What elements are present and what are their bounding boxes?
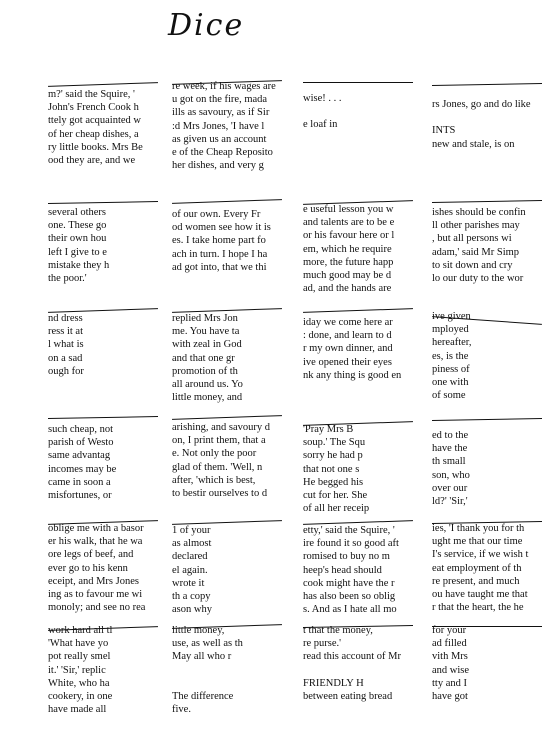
fragment-text bbox=[48, 88, 158, 167]
fragment-line: to bestir ourselves to d bbox=[172, 487, 268, 499]
fragment-line: after, 'which is best, bbox=[172, 474, 256, 486]
fragment-r3c1 bbox=[172, 415, 282, 515]
fragment-line: heep's head should bbox=[303, 564, 382, 576]
fragment-line: adam,' said Mr Simp bbox=[432, 246, 520, 258]
fragment-line bbox=[172, 677, 282, 690]
fragment-line: have the bbox=[432, 443, 468, 455]
fragment-line: of all her receip bbox=[303, 503, 370, 515]
fragment-line: em, which he require bbox=[303, 243, 392, 255]
fragment-line: declared bbox=[172, 551, 208, 563]
fragment-line: and talents are to be e bbox=[303, 217, 395, 229]
fragment-line: lo our duty to the wor bbox=[432, 272, 524, 284]
fragment-line: mistake they h bbox=[48, 259, 110, 271]
fragment-line: ive given bbox=[432, 311, 471, 322]
fragment-line: glad of them. 'Well, n bbox=[172, 461, 263, 473]
fragment-line: several others bbox=[48, 207, 107, 218]
fragment-line: have got bbox=[432, 690, 468, 702]
fragment-line: use, as well as th bbox=[172, 638, 243, 650]
fragment-r4c1 bbox=[172, 520, 282, 620]
fragment-line: hereafter, bbox=[432, 337, 472, 349]
fragment-line: ld?' 'Sir,' bbox=[432, 495, 468, 507]
fragment-line: od women see how it is bbox=[172, 222, 271, 234]
fragment-r4c2 bbox=[303, 520, 413, 620]
fragment-line: read this account of Mr bbox=[303, 651, 401, 663]
fragment-line: ive opened their eyes bbox=[303, 356, 392, 368]
fragment-line: piness of bbox=[432, 363, 470, 375]
fragment-line: wise! . . . bbox=[303, 93, 342, 104]
fragment-r1c3 bbox=[432, 198, 542, 293]
fragment-line: with zeal in God bbox=[172, 339, 242, 351]
fragment-line: such cheap, not bbox=[48, 424, 114, 435]
fragment-line: u got on the fire, mada bbox=[172, 94, 268, 106]
fragment-text bbox=[303, 423, 413, 515]
fragment-line: ou have taught me that bbox=[432, 588, 528, 600]
fragment-line: ason why bbox=[172, 604, 212, 616]
fragment-r3c3 bbox=[432, 415, 542, 515]
fragment-line: one. These go bbox=[48, 220, 107, 232]
fragment-line: that not one s bbox=[303, 463, 360, 475]
fragment-line: on, I print them, that a bbox=[172, 435, 266, 447]
fragment-line: ire found it so good aft bbox=[303, 538, 399, 550]
fragment-line: ttely got acquainted w bbox=[48, 115, 142, 127]
fragment-line: eat employment of th bbox=[432, 562, 522, 574]
fragment-text bbox=[48, 206, 158, 285]
fragment-line: of her cheap dishes, a bbox=[48, 128, 139, 140]
fragment-line: ress it at bbox=[48, 326, 83, 338]
fragment-line: re present, and much bbox=[432, 575, 520, 587]
fragment-r1c1 bbox=[172, 198, 282, 293]
fragment-line: I's service, if we wish t bbox=[432, 549, 529, 561]
fragment-line: ing as to favour me wi bbox=[48, 588, 143, 600]
fragment-line: e useful lesson you w bbox=[303, 204, 394, 215]
fragment-line: s. And as I hate all mo bbox=[303, 604, 397, 616]
fragment-text bbox=[172, 624, 282, 716]
fragment-line: 'What have yo bbox=[48, 638, 109, 650]
fragment-line: ed to the bbox=[432, 430, 469, 441]
fragment-line: ishes should be confin bbox=[432, 207, 526, 218]
fragment-line: ever go to his kenn bbox=[48, 562, 128, 574]
fragment-r2c0 bbox=[48, 308, 158, 403]
fragment-text bbox=[303, 624, 413, 703]
fragment-text bbox=[48, 312, 158, 378]
fragment-line: little money, and bbox=[172, 392, 243, 403]
fragment-line: ore legs of beef, and bbox=[48, 549, 134, 561]
fragment-r0c0 bbox=[48, 78, 158, 183]
fragment-line: for your bbox=[432, 625, 467, 636]
fragment-line: th small bbox=[432, 456, 466, 468]
fragment-line: iday we come here ar bbox=[303, 317, 393, 328]
fragment-r0c1 bbox=[172, 78, 282, 183]
fragment-line: e loaf in bbox=[303, 119, 338, 131]
fragment-line: ach in turn. I hope I ha bbox=[172, 248, 268, 260]
fragment-line: son, who bbox=[432, 469, 470, 481]
fragment-line: pot really smel bbox=[48, 651, 111, 663]
fragment-r3c0 bbox=[48, 415, 158, 515]
fragment-line: or his favour here or l bbox=[303, 230, 395, 242]
fragment-r5c2 bbox=[303, 624, 413, 724]
fragment-line: ough for bbox=[48, 365, 84, 377]
fragment-r4c0 bbox=[48, 520, 158, 620]
fragment-line: nk any thing is good en bbox=[303, 369, 402, 381]
fragment-line: her dishes, and very g bbox=[172, 160, 264, 172]
fragment-line: little money, bbox=[172, 625, 225, 636]
fragment-line: oblige me with a basor bbox=[48, 523, 144, 534]
fragment-line: left I give to e bbox=[48, 246, 107, 258]
fragment-line: one with bbox=[432, 376, 469, 388]
fragment-line bbox=[432, 111, 542, 124]
fragment-line: m?' said the Squire, ' bbox=[48, 89, 135, 100]
fragment-line: eceipt, and Mrs Jones bbox=[48, 575, 139, 587]
fragment-line: between eating bread bbox=[303, 690, 393, 702]
fragment-text bbox=[432, 429, 542, 508]
fragment-line: ught me that our time bbox=[432, 536, 523, 548]
fragment-line bbox=[172, 664, 282, 677]
fragment-line: more, the future happ bbox=[303, 256, 394, 268]
fragment-line: as almost bbox=[172, 538, 212, 550]
fragment-r5c0 bbox=[48, 624, 158, 724]
fragment-line: and that one gr bbox=[172, 352, 235, 364]
fragment-line: replied Mrs Jon bbox=[172, 313, 238, 324]
fragment-line: over our bbox=[432, 482, 468, 494]
fragment-line: r my own dinner, and bbox=[303, 343, 393, 355]
fragment-line: The difference bbox=[172, 690, 234, 702]
fragment-line: INTS bbox=[432, 125, 456, 137]
fragment-line: :d Mrs Jones, 'I have l bbox=[172, 120, 265, 132]
fragment-text bbox=[303, 92, 413, 132]
fragment-line: White, who ha bbox=[48, 677, 110, 689]
fragment-text bbox=[432, 522, 542, 614]
fragment-line: to sit down and cry bbox=[432, 259, 513, 271]
fragment-line: er his walk, that he wa bbox=[48, 536, 143, 548]
fragment-line: ad, and the hands are bbox=[303, 283, 392, 293]
fragment-line: el again. bbox=[172, 564, 208, 576]
fragment-line: th a copy bbox=[172, 590, 211, 602]
fragment-line: arishing, and savoury d bbox=[172, 422, 270, 433]
fragment-text bbox=[432, 206, 542, 285]
fragment-line: monoly; and see no rea bbox=[48, 602, 146, 614]
fragment-text bbox=[172, 208, 282, 274]
fragment-line: ry little books. Mrs Be bbox=[48, 141, 143, 153]
fragment-line: FRIENDLY H bbox=[303, 677, 364, 689]
fragment-line: e of the Cheap Reposito bbox=[172, 146, 273, 158]
fragment-line: es. I take home part fo bbox=[172, 235, 266, 247]
fragment-r0c2 bbox=[303, 78, 413, 183]
fragment-line: cook might have the r bbox=[303, 577, 395, 589]
fragment-line: vith Mrs bbox=[432, 651, 468, 663]
fragment-r1c0 bbox=[48, 198, 158, 293]
fragment-r5c3 bbox=[432, 624, 542, 724]
fragment-line: ad filled bbox=[432, 638, 467, 650]
fragment-line: wrote it bbox=[172, 577, 205, 589]
fragment-line: ll other parishes may bbox=[432, 220, 520, 232]
fragment-text bbox=[48, 423, 158, 502]
fragment-line: same advantag bbox=[48, 450, 111, 462]
fragment-line: work hard all tl bbox=[48, 625, 113, 636]
fragment-text bbox=[172, 80, 282, 172]
fragment-line: re week, if his wages are bbox=[172, 81, 276, 92]
fragment-line: me. You have ta bbox=[172, 326, 240, 338]
fragment-line: came in soon a bbox=[48, 476, 111, 488]
fragment-r5c1 bbox=[172, 624, 282, 724]
fragment-text bbox=[303, 524, 413, 616]
fragment-line: cookery, in one bbox=[48, 690, 113, 702]
fragment-line: nd dress bbox=[48, 313, 83, 324]
fragment-line: es, is the bbox=[432, 350, 469, 362]
fragment-text bbox=[432, 310, 542, 402]
fragment-line: : done, and learn to d bbox=[303, 330, 392, 342]
fragment-line: e. Not only the poor bbox=[172, 448, 257, 460]
fragment-line: l what is bbox=[48, 339, 84, 351]
fragment-line: ad got into, that we thi bbox=[172, 261, 267, 273]
fragment-r1c2 bbox=[303, 198, 413, 293]
fragment-text bbox=[48, 624, 158, 716]
fragment-line: new and stale, is on bbox=[432, 138, 515, 150]
fragment-line: of some bbox=[432, 390, 466, 402]
fragment-line: sorry he had p bbox=[303, 450, 363, 462]
fragment-r0c3 bbox=[432, 78, 542, 183]
page-title: Dice bbox=[168, 8, 245, 43]
fragment-r2c3 bbox=[432, 308, 542, 403]
fragment-line bbox=[303, 105, 413, 118]
fragment-text bbox=[48, 522, 158, 614]
fragment-text bbox=[432, 624, 542, 703]
fragment-line: May all who r bbox=[172, 651, 232, 663]
fragment-line: as given us an account bbox=[172, 133, 267, 145]
fragment-line: ies, 'I thank you for th bbox=[432, 523, 525, 534]
fragment-line: their own hou bbox=[48, 233, 107, 245]
fragment-text bbox=[172, 421, 282, 500]
fragment-text bbox=[172, 524, 282, 616]
fragment-line bbox=[303, 664, 413, 677]
fragment-line: the poor.' bbox=[48, 272, 87, 284]
fragment-text bbox=[303, 316, 413, 382]
fragment-line: 'Pray Mrs B bbox=[303, 424, 354, 435]
fragment-line: misfortunes, or bbox=[48, 489, 112, 501]
fragment-line: ood they are, and we bbox=[48, 154, 136, 166]
fragment-line: much good may be d bbox=[303, 269, 392, 281]
fragment-line: John's French Cook h bbox=[48, 102, 139, 114]
fragment-line: and wise bbox=[432, 664, 470, 676]
fragment-line: r that the heart, the he bbox=[432, 602, 524, 614]
fragment-line: has also been so oblig bbox=[303, 590, 396, 602]
fragment-r3c2 bbox=[303, 415, 413, 515]
fragment-line: of our own. Every Fr bbox=[172, 209, 261, 220]
fragment-line: re purse.' bbox=[303, 638, 342, 650]
fragment-line: , but all persons wi bbox=[432, 233, 512, 245]
fragment-line: five. bbox=[172, 704, 191, 716]
fragment-line: promotion of th bbox=[172, 365, 238, 377]
fragment-r4c3 bbox=[432, 520, 542, 620]
fragment-line: incomes may be bbox=[48, 463, 117, 475]
fragment-line: etty,' said the Squire, ' bbox=[303, 525, 395, 536]
fragment-line: it.' 'Sir,' replic bbox=[48, 664, 106, 676]
fragment-line: ills as savoury, as if Sir bbox=[172, 107, 270, 119]
fragment-line: romised to buy no m bbox=[303, 551, 390, 563]
fragment-text bbox=[432, 98, 542, 151]
fragment-r2c2 bbox=[303, 308, 413, 403]
fragment-text bbox=[172, 312, 282, 403]
fragment-line: parish of Westo bbox=[48, 437, 114, 449]
fragment-line: have made all bbox=[48, 704, 107, 716]
fragment-line: all around us. Yo bbox=[172, 378, 243, 390]
fragment-text bbox=[303, 203, 413, 293]
fragment-line: rs Jones, go and do like bbox=[432, 99, 531, 110]
fragment-line: He begged his bbox=[303, 476, 364, 488]
fragment-line: 1 of your bbox=[172, 525, 211, 536]
fragment-line: on a sad bbox=[48, 352, 83, 364]
fragment-r2c1 bbox=[172, 308, 282, 403]
fragment-line: t that the money, bbox=[303, 625, 373, 636]
fragment-line: cut for her. She bbox=[303, 489, 368, 501]
fragment-line: soup.' The Squ bbox=[303, 437, 366, 449]
fragment-line: tty and I bbox=[432, 677, 467, 689]
fragment-line: mployed bbox=[432, 324, 469, 336]
